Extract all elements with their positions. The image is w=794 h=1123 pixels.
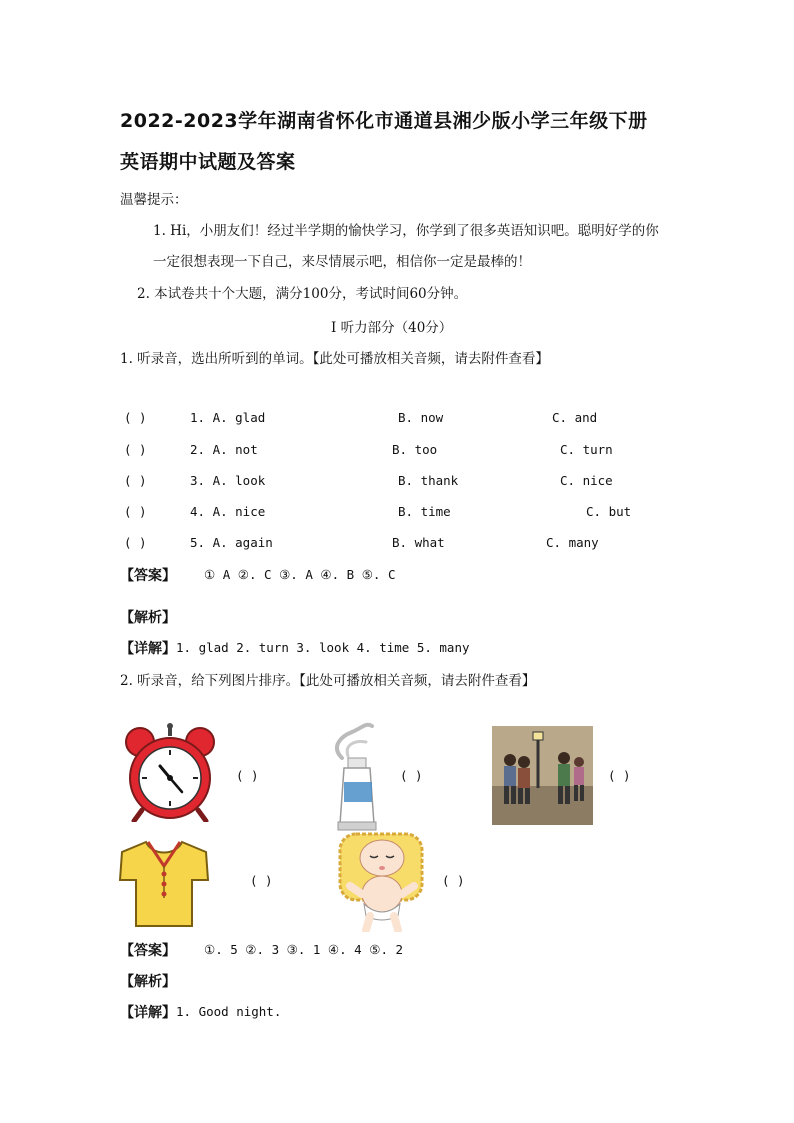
q2-answer-label: 【答案】 [120,943,176,959]
tips-label: 温馨提示： [120,192,188,208]
q2-analysis-label: 【解析】 [120,974,176,990]
option-c: C. and [552,410,598,425]
tip-1-line-1: 1. Hi，小朋友们！经过半学期的愉快学习，你学到了很多英语知识吧。聪明好学的你 [153,223,659,239]
option-a: 5. A. again [190,535,273,550]
answer-blank[interactable]: ( ) [400,768,423,783]
option-b: B. now [398,410,444,425]
option-c: C. many [546,535,599,550]
answer-blank[interactable]: ( ) [250,873,273,888]
option-c: C. turn [560,442,613,457]
answer-blank[interactable]: ( ) [608,768,631,783]
option-a: 3. A. look [190,473,266,488]
toothpaste-picture [322,722,384,832]
q2-detail-label: 【详解】 [120,1005,176,1021]
question-1-prompt: 1. 听录音，选出所听到的单词。【此处可播放相关音频，请去附件查看】 [120,351,549,367]
q1-answer-label: 【答案】 [120,568,176,584]
option-a: 2. A. not [190,442,258,457]
alarm-clock-picture [122,722,218,822]
answer-blank[interactable]: ( ) [236,768,259,783]
q1-analysis-label: 【解析】 [120,610,176,626]
q1-answer-text: ① A ②. C ③. A ④. B ⑤. C [204,567,396,582]
option-b: B. thank [398,473,459,488]
option-b: B. too [392,442,438,457]
answer-blank[interactable]: ( ) [442,873,465,888]
shirt-picture [118,836,210,928]
q2-answer-text: ①. 5 ②. 3 ③. 1 ④. 4 ⑤. 2 [204,942,404,957]
q1-detail-label: 【详解】 [120,641,176,657]
page-title-line1: 2022-2023学年湖南省怀化市通道县湘少版小学三年级下册 [120,110,648,132]
option-a: 4. A. nice [190,504,266,519]
answer-blank[interactable]: ( ) [124,473,147,488]
answer-blank[interactable]: ( ) [124,410,147,425]
answer-blank[interactable]: ( ) [124,442,147,457]
q2-detail-text: 1. Good night. [176,1004,282,1019]
q1-detail-text: 1. glad 2. turn 3. look 4. time 5. many [176,640,470,655]
option-c: C. nice [560,473,613,488]
tip-2: 2. 本试卷共十个大题，满分100分，考试时间60分钟。 [137,286,468,302]
answer-blank[interactable]: ( ) [124,535,147,550]
option-b: B. time [398,504,451,519]
sleeping-baby-picture [332,828,430,932]
people-walking-picture [492,726,593,825]
option-b: B. what [392,535,445,550]
tip-1-line-2: 一定很想表现一下自己，来尽情展示吧，相信你一定是最棒的！ [153,254,531,270]
page-title-line2: 英语期中试题及答案 [120,151,296,173]
option-a: 1. A. glad [190,410,266,425]
question-2-prompt: 2. 听录音，给下列图片排序。【此处可播放相关音频，请去附件查看】 [120,673,536,689]
answer-blank[interactable]: ( ) [124,504,147,519]
option-c: C. but [586,504,632,519]
section-heading: I 听力部分（40分） [331,320,453,336]
